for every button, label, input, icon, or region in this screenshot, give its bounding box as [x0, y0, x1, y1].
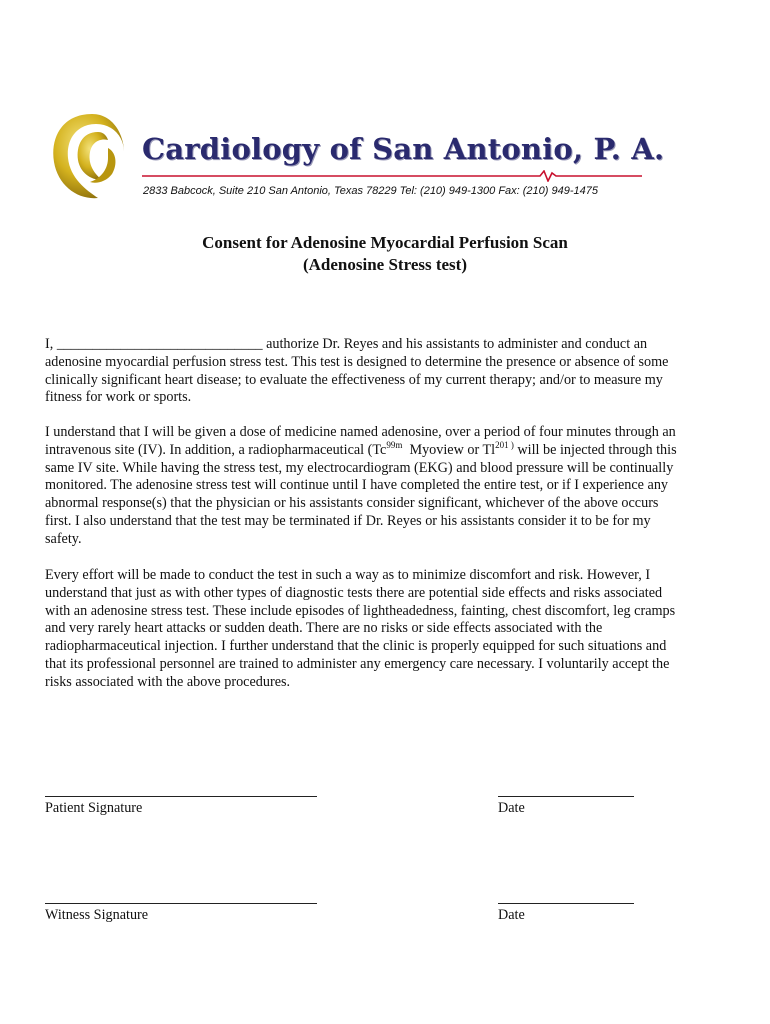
isotope-superscript-tc: 99m	[386, 439, 403, 450]
paragraph-line: adenosine myocardial perfusion stress test. This test is designed to determine the presence or absence of some	[45, 353, 669, 370]
document-subtitle: (Adenosine Stress test)	[302, 255, 467, 274]
paragraph-line-with-superscripts	[45, 439, 725, 460]
consent-paragraph-2	[45, 424, 725, 549]
patient-date-label: Date	[498, 800, 525, 816]
paragraph-line: Every effort will be made to conduct the test in such a way as to minimize discomfort and risk. However, I	[45, 567, 651, 583]
paragraph-line: first. I also understand that the test may be terminated if Dr. Reyes or his assistants consider it to be for my	[45, 512, 651, 529]
paragraph-line: risks associated with the above procedures.	[45, 673, 291, 690]
patient-signature-label: Patient Signature	[45, 800, 143, 816]
paragraph-line: fitness for work or sports.	[45, 389, 192, 406]
line-text: Myoview or Tl	[402, 441, 496, 458]
witness-signature-label: Witness Signature	[45, 907, 149, 923]
paragraph-line: I, _____________________________ authorize Dr. Reyes and his assistants to administer and conduct an	[45, 336, 648, 352]
paragraph-line: and very rarely heart attacks or sudden death. There are no risks or side effects associated with the	[45, 620, 603, 637]
witness-date-label: Date	[498, 907, 525, 923]
clinic-name: Cardiology of San Antonio, P. A.	[142, 132, 665, 166]
paragraph-line: with an adenosine stress test. These include episodes of lightheadedness, fainting, chest discomfort, leg cramps	[45, 602, 676, 619]
witness-date-line[interactable]	[498, 903, 634, 904]
consent-paragraph-3	[45, 567, 725, 692]
clinic-address: 2833 Babcock, Suite 210 San Antonio, Texas 78229 Tel: (210) 949-1300 Fax: (210) 949-1475	[143, 185, 598, 197]
document-title: Consent for Adenosine Myocardial Perfusion Scan	[202, 233, 568, 252]
paragraph-line: understand that just as with other types of diagnostic tests there are potential side effects and risks associated	[45, 584, 663, 601]
isotope-superscript-tl: 201 )	[495, 439, 514, 450]
paragraph-line: same IV site. While having the stress test, my electrocardiogram (EKG) and blood pressure will be continually	[45, 459, 674, 476]
patient-date-line[interactable]	[498, 796, 634, 797]
heart-swirl-logo-icon	[46, 108, 136, 204]
paragraph-line: safety.	[45, 530, 82, 547]
witness-signature-line[interactable]	[45, 903, 317, 904]
paragraph-line: clinically significant heart disease; to evaluate the effectiveness of my current therapy; and/or to measure my	[45, 371, 663, 388]
paragraph-line: I understand that I will be given a dose of medicine named adenosine, over a period of four minutes through an	[45, 424, 676, 440]
line-text: will be injected through this	[513, 441, 677, 458]
line-text: intravenous site (IV). In addition, a radiopharmaceutical (Tc	[45, 441, 387, 458]
patient-signature-line[interactable]	[45, 796, 317, 797]
paragraph-line: monitored. The adenosine stress test will continue until I have completed the entire test, or if I experience any	[45, 477, 669, 494]
paragraph-line: that its professional personnel are trained to administer any emergency care necessary. I voluntarily accept the	[45, 655, 670, 672]
paragraph-line: abnormal response(s) that the physician or his assistants consider significant, whichever of the above occurs	[45, 495, 659, 512]
consent-paragraph-1	[45, 336, 725, 407]
paragraph-line: radiopharmaceutical injection. I further understand that the clinic is properly equipped for such situations and	[45, 638, 667, 655]
ecg-underline	[142, 170, 642, 182]
